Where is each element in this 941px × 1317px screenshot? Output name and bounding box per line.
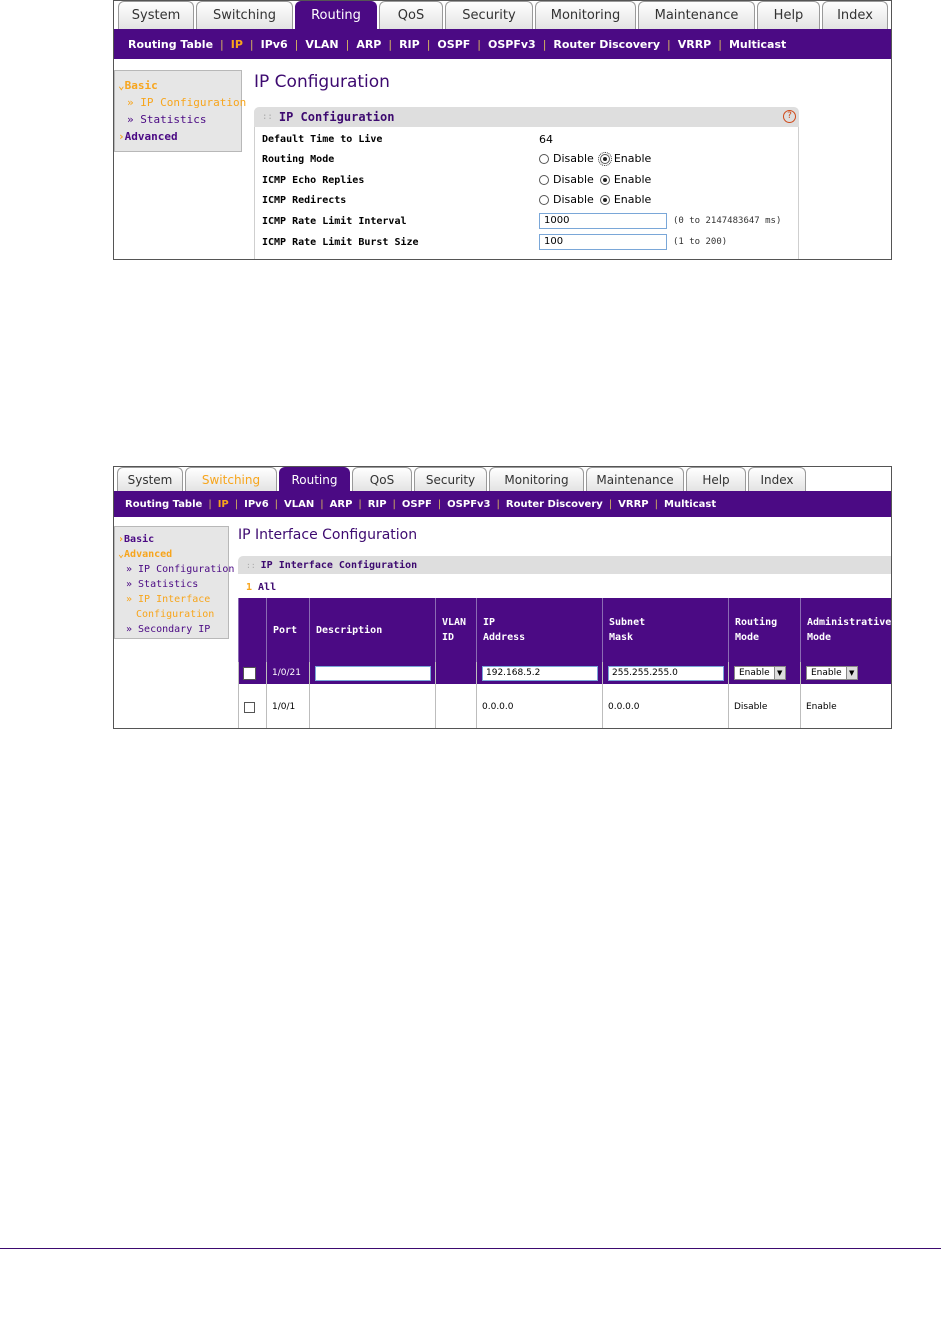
routing-mode-disable-label: Disable	[553, 152, 594, 165]
sidebar-advanced[interactable]: ›Advanced	[118, 130, 178, 143]
burst-size-input[interactable]: 100	[539, 234, 667, 250]
subnav-ipv6[interactable]: IPv6	[260, 37, 288, 51]
edit-ip-cell	[477, 662, 603, 684]
sidebar-basic[interactable]: ›Basic	[118, 534, 155, 545]
subnav-ospfv3[interactable]: OSPFv3	[488, 37, 536, 51]
ttl-value: 64	[539, 133, 553, 146]
subnav-arp[interactable]: ARP	[356, 37, 382, 51]
burst-size-label: ICMP Rate Limit Burst Size	[262, 237, 419, 248]
icmp-echo-disable-radio[interactable]	[539, 175, 549, 185]
page-footer-rule	[0, 1248, 941, 1249]
grip-icon: ::	[246, 560, 256, 570]
edit-row-checkbox[interactable]	[244, 668, 255, 679]
subnav-ip[interactable]: IP	[230, 37, 243, 51]
tab-maintenance[interactable]: Maintenance	[586, 467, 684, 491]
subnav-multicast[interactable]: Multicast	[728, 37, 787, 51]
table-edit-row	[239, 662, 893, 684]
chevron-down-icon: ⌄	[118, 79, 125, 92]
edit-port-cell: 1/0/21	[267, 662, 310, 684]
header-ip-address: IP Address	[477, 598, 603, 662]
routing-mode-disable-radio[interactable]	[539, 154, 549, 164]
section-header	[254, 107, 799, 127]
tab-qos[interactable]: QoS	[352, 467, 412, 491]
tab-system[interactable]: System	[117, 467, 183, 491]
row-routing-mode: Disable	[729, 684, 801, 729]
admin-mode-select[interactable]: Enable ▼	[806, 666, 858, 680]
ttl-label: Default Time to Live	[262, 134, 383, 145]
row-vlan-id	[436, 684, 477, 729]
subnav-routing-table[interactable]: Routing Table	[125, 498, 203, 510]
page-number[interactable]: 1	[246, 582, 253, 593]
subnav-rip[interactable]: RIP	[399, 37, 420, 51]
sidebar	[114, 526, 235, 639]
subnav-ip[interactable]: IP	[217, 498, 229, 510]
subnav-vrrp[interactable]: VRRP	[618, 498, 649, 510]
edit-description-cell	[310, 662, 436, 684]
sidebar-advanced[interactable]: ⌄Advanced	[118, 549, 173, 560]
header-routing-mode: Routing Mode	[729, 598, 801, 662]
subnav-vlan[interactable]: VLAN	[305, 37, 339, 51]
tab-monitoring[interactable]: Monitoring	[535, 1, 636, 29]
subnav-vlan[interactable]: VLAN	[284, 498, 315, 510]
tab-switching[interactable]: Switching	[185, 467, 277, 491]
sidebar-item-ip-configuration[interactable]: » IP Configuration	[127, 96, 247, 109]
description-input[interactable]	[315, 666, 431, 681]
sub-navigation: Routing Table | IP | IPv6 | VLAN | ARP | RIP | OSPF | OSPFv3 | Router Discovery | VRRP | Multicast	[114, 491, 891, 517]
ip-configuration-form	[254, 127, 799, 260]
subnav-arp[interactable]: ARP	[329, 498, 353, 510]
tab-routing[interactable]: Routing	[279, 467, 350, 491]
sidebar-item-statistics[interactable]: » Statistics	[127, 113, 207, 126]
page-selector	[246, 582, 276, 593]
icmp-redirects-radio-group	[539, 193, 657, 206]
subnav-multicast[interactable]: Multicast	[664, 498, 717, 510]
tab-help[interactable]: Help	[686, 467, 746, 491]
section-title: IP Interface Configuration	[260, 559, 418, 571]
row-admin-mode: Enable	[801, 684, 893, 729]
main-tab-bar	[114, 467, 891, 491]
tab-help[interactable]: Help	[757, 1, 820, 29]
section-header	[238, 556, 892, 574]
icmp-echo-disable-label: Disable	[553, 173, 594, 186]
subnav-ospf[interactable]: OSPF	[437, 37, 471, 51]
dropdown-arrow-icon: ▼	[774, 667, 785, 679]
chevron-right-icon: ›	[118, 534, 125, 545]
page-title: IP Configuration	[254, 72, 390, 92]
subnav-rip[interactable]: RIP	[367, 498, 387, 510]
icmp-redirects-label: ICMP Redirects	[262, 195, 347, 206]
row-description	[310, 684, 436, 729]
grip-icon: ::	[262, 112, 273, 122]
subnet-mask-input[interactable]: 255.255.255.0	[608, 666, 724, 681]
table-row	[239, 684, 893, 729]
routing-mode-select[interactable]: Enable ▼	[734, 666, 786, 680]
tab-switching[interactable]: Switching	[196, 1, 293, 29]
sidebar-basic[interactable]: ⌄Basic	[118, 79, 158, 92]
routing-mode-enable-label: Enable	[613, 152, 652, 165]
tab-index[interactable]: Index	[822, 1, 888, 29]
routing-mode-radio-group	[539, 152, 657, 165]
subnav-routing-table[interactable]: Routing Table	[128, 37, 214, 51]
header-description: Description	[310, 598, 436, 662]
subnav-router-discovery[interactable]: Router Discovery	[505, 498, 603, 510]
rate-interval-input[interactable]: 1000	[539, 213, 667, 229]
tab-qos[interactable]: QoS	[379, 1, 443, 29]
table-header-row	[239, 598, 893, 662]
subnav-ipv6[interactable]: IPv6	[244, 498, 269, 510]
tab-monitoring[interactable]: Monitoring	[489, 467, 584, 491]
header-subnet-mask: Subnet Mask	[603, 598, 729, 662]
routing-mode-label: Routing Mode	[262, 154, 335, 165]
tab-security[interactable]: Security	[414, 467, 487, 491]
subnav-router-discovery[interactable]: Router Discovery	[553, 37, 660, 51]
icmp-echo-enable-label: Enable	[613, 173, 652, 186]
sidebar-item-ip-interface-cont[interactable]: Configuration	[136, 609, 215, 620]
burst-size-row	[255, 233, 798, 253]
chevron-down-icon: ⌄	[118, 549, 125, 560]
header-administrative-mode: Administrative Mode	[801, 598, 893, 662]
sidebar	[114, 70, 247, 152]
row-select-cell	[239, 684, 267, 729]
ip-configuration-screenshot	[113, 0, 892, 260]
page-title: IP Interface Configuration	[238, 527, 418, 543]
tab-index[interactable]: Index	[748, 467, 806, 491]
ip-interface-configuration-screenshot	[113, 466, 892, 729]
sub-navigation: Routing Table | IP | IPv6 | VLAN | ARP | RIP | OSPF | OSPFv3 | Router Discovery | VRRP | Multicast	[114, 29, 891, 59]
header-port: Port	[267, 598, 310, 662]
row-subnet-mask: 0.0.0.0	[603, 684, 729, 729]
rate-interval-label: ICMP Rate Limit Interval	[262, 216, 407, 227]
ttl-row	[255, 130, 798, 150]
show-all-link[interactable]: All	[258, 582, 277, 593]
icmp-echo-enable-radio[interactable]	[600, 175, 610, 185]
row-checkbox[interactable]	[244, 702, 255, 713]
icmp-redirects-enable-radio[interactable]	[600, 195, 610, 205]
icmp-echo-row	[255, 171, 798, 191]
main-tab-bar	[114, 1, 891, 29]
edit-select-cell	[239, 662, 267, 684]
help-icon[interactable]: ?	[783, 110, 796, 123]
section-title: IP Configuration	[278, 110, 395, 124]
sidebar-item-ip-interface[interactable]: » IP Interface	[126, 594, 211, 605]
ip-address-input[interactable]: 192.168.5.2	[482, 666, 598, 681]
edit-admin-cell	[801, 662, 893, 684]
icmp-redirects-disable-label: Disable	[553, 193, 594, 206]
sidebar-item-secondary-ip[interactable]: » Secondary IP	[126, 624, 211, 635]
header-vlan-id: VLAN ID	[436, 598, 477, 662]
tab-maintenance[interactable]: Maintenance	[638, 1, 755, 29]
rate-interval-range: (0 to 2147483647 ms)	[673, 216, 782, 226]
ip-interface-table	[238, 598, 892, 729]
subnav-vrrp[interactable]: VRRP	[677, 37, 712, 51]
sidebar-item-ip-configuration[interactable]: » IP Configuration	[126, 564, 235, 575]
dropdown-arrow-icon: ▼	[846, 667, 857, 679]
routing-mode-row	[255, 150, 798, 170]
rate-interval-row	[255, 212, 798, 232]
icmp-echo-label: ICMP Echo Replies	[262, 175, 365, 186]
icmp-redirects-enable-label: Enable	[613, 193, 652, 206]
header-select	[239, 598, 267, 662]
icmp-redirects-disable-radio[interactable]	[539, 195, 549, 205]
row-ip-address: 0.0.0.0	[477, 684, 603, 729]
edit-vlan-cell	[436, 662, 477, 684]
edit-routing-cell	[729, 662, 801, 684]
icmp-echo-radio-group	[539, 173, 657, 186]
tab-routing[interactable]: Routing	[295, 1, 377, 29]
edit-mask-cell	[603, 662, 729, 684]
subnav-ospfv3[interactable]: OSPFv3	[447, 498, 491, 510]
sidebar-item-statistics[interactable]: » Statistics	[126, 579, 199, 590]
subnav-ospf[interactable]: OSPF	[401, 498, 432, 510]
tab-system[interactable]: System	[118, 1, 194, 29]
burst-size-range: (1 to 200)	[673, 237, 728, 247]
icmp-redirects-row	[255, 191, 798, 211]
chevron-right-icon: ›	[118, 130, 125, 143]
routing-mode-enable-radio[interactable]	[600, 154, 610, 164]
row-port: 1/0/1	[267, 684, 310, 729]
tab-security[interactable]: Security	[445, 1, 533, 29]
